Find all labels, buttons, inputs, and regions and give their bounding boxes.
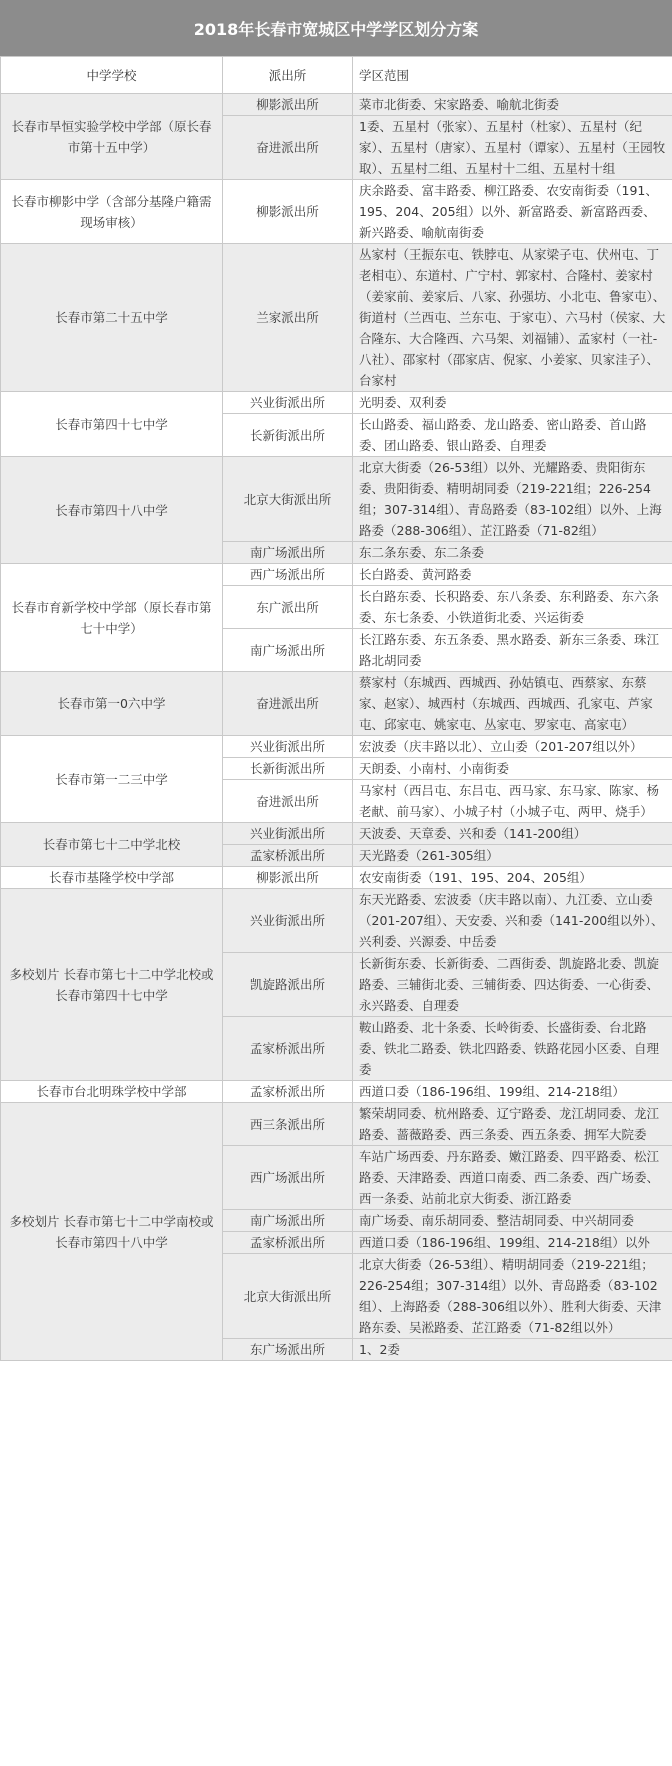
station-cell: 柳影派出所 [223,94,353,116]
station-cell: 北京大街派出所 [223,1254,353,1339]
range-cell: 西道口委（186-196组、199组、214-218组） [353,1081,672,1103]
range-cell: 东二条东委、东二条委 [353,542,672,564]
range-cell: 长山路委、福山路委、龙山路委、密山路委、首山路委、团山路委、银山路委、自理委 [353,414,672,457]
header-station: 派出所 [223,57,353,94]
station-cell: 孟家桥派出所 [223,1017,353,1081]
station-cell: 兴业街派出所 [223,823,353,845]
station-cell: 西广场派出所 [223,1146,353,1210]
range-cell: 长白路委、黄河路委 [353,564,672,586]
school-cell: 长春市第一二三中学 [1,736,223,823]
range-cell: 天波委、天章委、兴和委（141-200组） [353,823,672,845]
school-cell: 长春市柳影中学（含部分基隆户籍需现场审核） [1,180,223,244]
header-range: 学区范围 [353,57,672,94]
range-cell: 1、2委 [353,1339,672,1361]
station-cell: 西三条派出所 [223,1103,353,1146]
station-cell: 孟家桥派出所 [223,845,353,867]
range-cell: 东天光路委、宏波委（庆丰路以南）、九江委、立山委（201-207组）、天安委、兴和委（141-200组以外）、兴利委、兴源委、中岳委 [353,889,672,953]
table-row [1,244,672,392]
station-cell: 兴业街派出所 [223,392,353,414]
station-cell: 孟家桥派出所 [223,1081,353,1103]
range-cell: 丛家村（王振东屯、铁脖屯、从家梁子屯、伏州屯、丁老相屯）、东道村、广宁村、郭家村、合隆村、姜家村（姜家前、姜家后、八家、孙强坊、小北屯、鲁家屯）、街道村（兰西屯、兰东屯、于家屯）、六马村（侯家、大合隆东、大合隆西、六马架、刘福铺）、孟家村（一社-八社）、邵家村（邵家店、倪家、小姜家、贝家洼子）、台家村 [353,244,672,392]
station-cell: 西广场派出所 [223,564,353,586]
range-cell: 天光路委（261-305组） [353,845,672,867]
table-row [1,672,672,736]
station-cell: 北京大街派出所 [223,457,353,542]
table-body [1,94,672,1361]
station-cell: 东广场派出所 [223,1339,353,1361]
header-row [1,57,672,94]
range-cell: 车站广场西委、丹东路委、嫩江路委、四平路委、松江路委、天津路委、西道口南委、西二条委、西广场委、西一条委、站前北京大街委、浙江路委 [353,1146,672,1210]
range-cell: 繁荣胡同委、杭州路委、辽宁路委、龙江胡同委、龙江路委、蔷薇路委、西三条委、西五条委、拥军大院委 [353,1103,672,1146]
range-cell: 长江路东委、东五条委、黑水路委、新东三条委、珠江路北胡同委 [353,629,672,672]
range-cell: 北京大街委（26-53组）以外、光耀路委、贵阳街东委、贵阳街委、精明胡同委（219-221组；226-254组；307-314组）、青岛路委（83-102组）以外、上海路委（288-306组）、芷江路委（71-82组） [353,457,672,542]
school-cell: 长春市育新学校中学部（原长春市第七十中学） [1,564,223,672]
school-cell: 长春市第七十二中学北校 [1,823,223,867]
school-cell: 长春市第四十七中学 [1,392,223,457]
header-school: 中学学校 [1,57,223,94]
range-cell: 马家村（西吕屯、东吕屯、西马家、东马家、陈家、杨老献、前马家）、小城子村（小城子屯、两甲、烧手） [353,780,672,823]
district-table [0,56,672,1361]
table-row [1,823,672,845]
range-cell: 1委、五星村（张家）、五星村（杜家）、五星村（纪家）、五星村（唐家）、五星村（谭家）、五星村（王园牧取）、五星村二组、五星村十二组、五星村十组 [353,116,672,180]
station-cell: 奋进派出所 [223,116,353,180]
table-row [1,736,672,758]
station-cell: 孟家桥派出所 [223,1232,353,1254]
range-cell: 光明委、双利委 [353,392,672,414]
table-row [1,564,672,586]
table-row [1,180,672,244]
station-cell: 凯旋路派出所 [223,953,353,1017]
school-cell: 多校划片 长春市第七十二中学南校或长春市第四十八中学 [1,1103,223,1361]
station-cell: 南广场派出所 [223,1210,353,1232]
school-cell: 长春市第四十八中学 [1,457,223,564]
school-cell: 长春市基隆学校中学部 [1,867,223,889]
table-row [1,392,672,414]
school-cell: 长春市第一0六中学 [1,672,223,736]
range-cell: 鞍山路委、北十条委、长岭街委、长盛街委、台北路委、铁北二路委、铁北四路委、铁路花园小区委、自理委 [353,1017,672,1081]
range-cell: 菜市北街委、宋家路委、喻航北街委 [353,94,672,116]
station-cell: 南广场派出所 [223,542,353,564]
station-cell: 兴业街派出所 [223,736,353,758]
station-cell: 东广派出所 [223,586,353,629]
range-cell: 北京大街委（26-53组）、精明胡同委（219-221组；226-254组；307-314组）以外、青岛路委（83-102组）、上海路委（288-306组以外）、胜利大街委、天津路东委、吴淞路委、芷江路委（71-82组以外） [353,1254,672,1339]
station-cell: 柳影派出所 [223,180,353,244]
range-cell: 西道口委（186-196组、199组、214-218组）以外 [353,1232,672,1254]
range-cell: 长白路东委、长积路委、东八条委、东利路委、东六条委、东七条委、小铁道街北委、兴运街委 [353,586,672,629]
station-cell: 奋进派出所 [223,672,353,736]
station-cell: 兰家派出所 [223,244,353,392]
table-row [1,457,672,542]
station-cell: 南广场派出所 [223,629,353,672]
range-cell: 长新街东委、长新街委、二酉街委、凯旋路北委、凯旋路委、三辅街北委、三辅街委、四达街委、一心街委、永兴路委、自理委 [353,953,672,1017]
station-cell: 长新街派出所 [223,414,353,457]
range-cell: 庆余路委、富丰路委、柳江路委、农安南街委（191、195、204、205组）以外、新富路委、新富路西委、新兴路委、喻航南街委 [353,180,672,244]
table-row [1,1103,672,1146]
page-title: 2018年长春市宽城区中学学区划分方案 [0,0,672,56]
table-row [1,889,672,953]
school-cell: 长春市台北明珠学校中学部 [1,1081,223,1103]
table-row [1,94,672,116]
table-row [1,867,672,889]
table-row [1,1081,672,1103]
station-cell: 长新街派出所 [223,758,353,780]
school-cell: 长春市第二十五中学 [1,244,223,392]
range-cell: 天朗委、小南村、小南街委 [353,758,672,780]
school-cell: 长春市旱恒实验学校中学部（原长春市第十五中学） [1,94,223,180]
station-cell: 兴业街派出所 [223,889,353,953]
range-cell: 蔡家村（东城西、西城西、孙姑镇屯、西蔡家、东蔡家、赵家）、城西村（东城西、西城西、孔家屯、芦家屯、邱家屯、姚家屯、丛家屯、罗家屯、高家屯） [353,672,672,736]
range-cell: 宏波委（庆丰路以北）、立山委（201-207组以外） [353,736,672,758]
station-cell: 柳影派出所 [223,867,353,889]
station-cell: 奋进派出所 [223,780,353,823]
range-cell: 农安南街委（191、195、204、205组） [353,867,672,889]
school-cell: 多校划片 长春市第七十二中学北校或长春市第四十七中学 [1,889,223,1081]
range-cell: 南广场委、南乐胡同委、整洁胡同委、中兴胡同委 [353,1210,672,1232]
